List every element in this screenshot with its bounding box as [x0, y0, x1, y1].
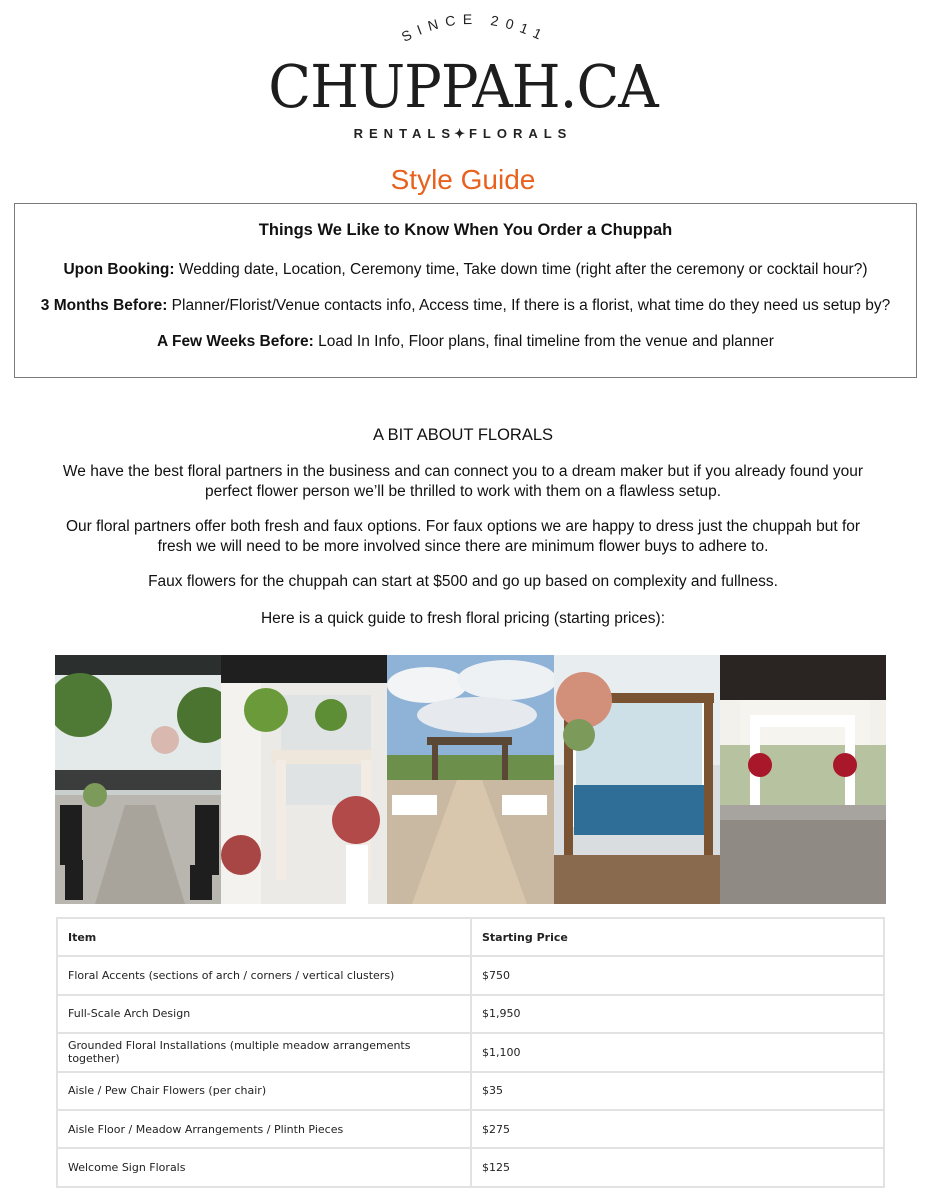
- floral-pricing-table: [56, 917, 885, 1188]
- brand-logo: [0, 0, 926, 150]
- florals-section-title: A BIT ABOUT FLORALS: [372, 426, 554, 444]
- outdoor-draped-chuppah-photo: [720, 655, 886, 904]
- photo-strip: [55, 655, 886, 904]
- table-row: [57, 1110, 884, 1148]
- item-cell: Floral Accents (sections of arch / corners / vertical clusters): [57, 956, 471, 994]
- florals-paragraph-3: Faux flowers for the chuppah can start at $500 and go up based on complexity and fullness.: [148, 573, 778, 590]
- logo-tagline: RENTALS✦ FLORALS: [353, 126, 573, 141]
- wooden-arch-photo: [554, 655, 720, 904]
- logo-wordmark: CHUPPAH.CA: [268, 53, 658, 122]
- table-row: [57, 995, 884, 1033]
- price-cell: $125: [471, 1148, 884, 1186]
- price-cell: $750: [471, 956, 884, 994]
- page-title: Style Guide: [390, 164, 536, 195]
- table-row: [57, 1072, 884, 1110]
- info-item-upon-booking: Upon Booking: Wedding date, Location, Ceremony time, Take down time (right after the ceremony or cocktail hour?): [63, 261, 868, 278]
- item-cell: Grounded Floral Installations (multiple meadow arrangements together): [57, 1033, 471, 1071]
- star-icon: ✦: [454, 126, 465, 141]
- column-header-item: Item: [57, 918, 471, 956]
- since-arc-text: [0, 0, 926, 60]
- item-cell: Full-Scale Arch Design: [57, 995, 471, 1033]
- info-box-heading: Things We Like to Know When You Order a Chuppah: [258, 221, 673, 239]
- item-cell: Aisle / Pew Chair Flowers (per chair): [57, 1072, 471, 1110]
- price-cell: $1,100: [471, 1033, 884, 1071]
- svg-text:SINCE 2011: SINCE 2011: [398, 10, 551, 46]
- table-row: [57, 1033, 884, 1071]
- florals-paragraph-2: Our floral partners offer both fresh and faux options. For faux options we are happy to dress just the chuppah but for fresh we will need to be more involved since there are minimum flower buys to adhere to.: [65, 518, 861, 555]
- price-cell: $1,950: [471, 995, 884, 1033]
- price-cell: $35: [471, 1072, 884, 1110]
- info-item-3-months-before: 3 Months Before: Planner/Florist/Venue contacts info, Access time, If there is a florist, what time do they need us setup by?: [40, 297, 891, 314]
- order-info-box: [14, 203, 917, 378]
- item-cell: Welcome Sign Florals: [57, 1148, 471, 1186]
- table-row: [57, 1148, 884, 1186]
- florals-paragraph-4: Here is a quick guide to fresh floral pricing (starting prices):: [260, 610, 666, 627]
- florals-paragraph-1: We have the best floral partners in the business and can connect you to a dream maker but if you already found your perfect flower person we’ll be thrilled to work with them on a flawless setup.: [62, 463, 864, 500]
- column-header-starting-price: Starting Price: [471, 918, 884, 956]
- white-draped-chuppah-photo: [221, 655, 387, 904]
- indoor-ceremony-photo: [55, 655, 221, 904]
- table-row: [57, 956, 884, 994]
- table-header-row: [57, 918, 884, 956]
- item-cell: Aisle Floor / Meadow Arrangements / Plinth Pieces: [57, 1110, 471, 1148]
- outdoor-pergola-aisle-photo: [387, 655, 553, 904]
- price-cell: $275: [471, 1110, 884, 1148]
- info-item-few-weeks-before: A Few Weeks Before: Load In Info, Floor plans, final timeline from the venue and planner: [157, 333, 774, 350]
